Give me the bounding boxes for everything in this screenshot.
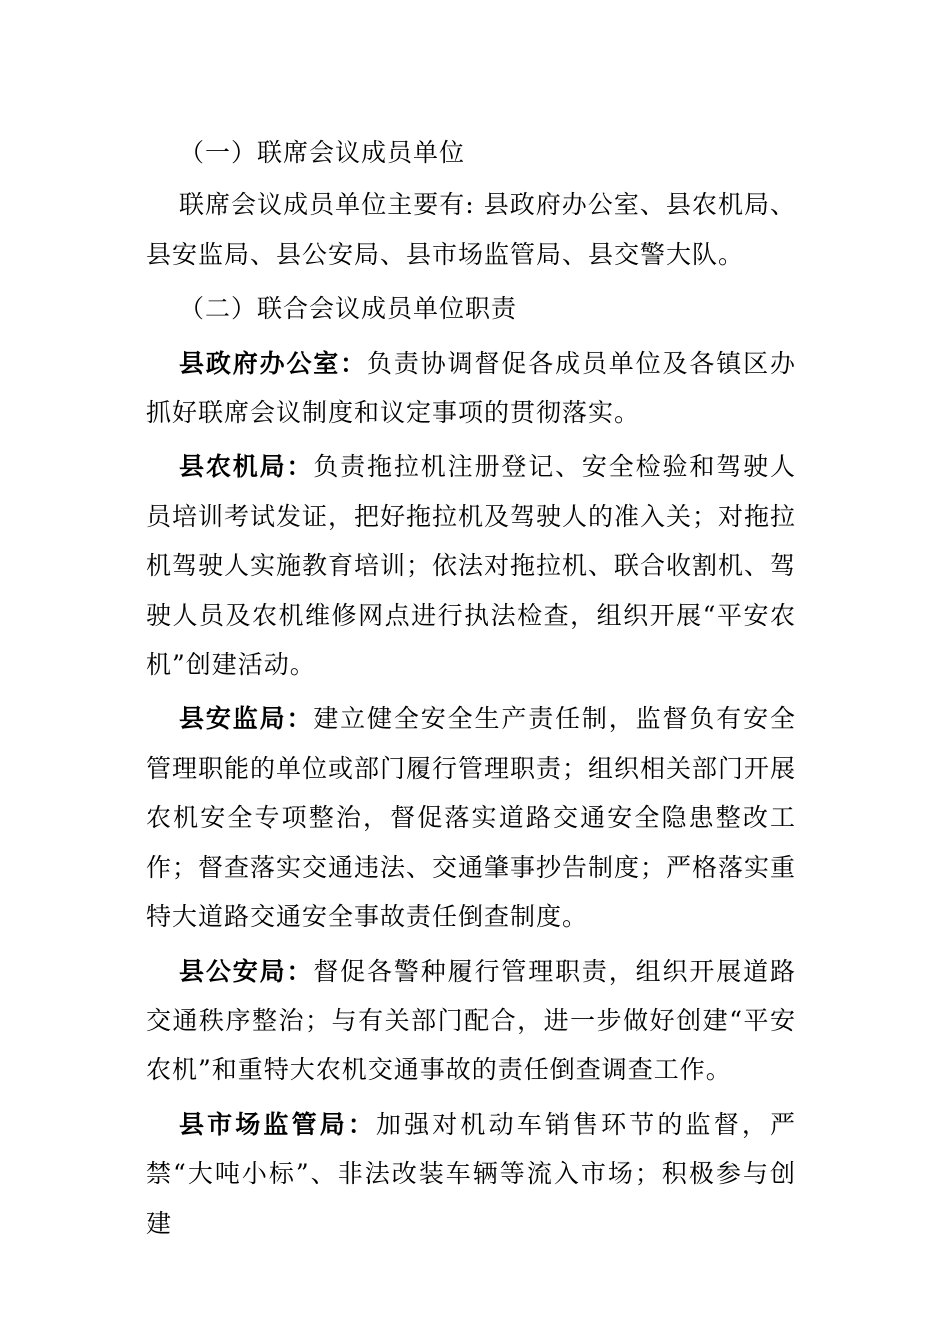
duty-text: 负责协调督促各成员单位及各镇区办抓好联席会议制度和议定事项的贯彻落实。 (146, 348, 796, 428)
document-body (146, 128, 796, 1248)
section-heading-members: （一）联席会议成员单位 (179, 138, 466, 167)
section-heading-duties: （二）联合会议成员单位职责 (179, 294, 518, 324)
members-paragraph: 联席会议成员单位主要有: 县政府办公室、县农机局、县安监局、县公安局、县市场监管局、县交警大队。 (146, 190, 796, 269)
duty-text: 加强对机动车销售环节的监督，严禁“大吨小标”、非法改装车辆等流入市场；积极参与创建 (146, 1109, 796, 1238)
duty-unit-name: 县公安局： (179, 956, 314, 986)
duty-paragraph-agrimachinery (146, 442, 796, 689)
duty-paragraph-govoffice (146, 339, 796, 438)
duty-text: 督促各警种履行管理职责，组织开展道路交通秩序整治；与有关部门配合，进一步做好创建“平安农机”和重特大农机交通事故的责任倒查调查工作。 (146, 956, 796, 1085)
duty-text: 负责拖拉机注册登记、安全检验和驾驶人员培训考试发证，把好拖拉机及驾驶人的准入关；对拖拉机驾驶人实施教育培训；依法对拖拉机、联合收割机、驾驶人员及农机维修网点进行执法检查，组织开展“平安农机”创建活动。 (146, 452, 797, 680)
duty-unit-name: 县农机局： (179, 452, 314, 482)
duty-paragraph-safety (146, 694, 796, 941)
duty-paragraph-publicsecurity (146, 947, 796, 1095)
duty-unit-name: 县市场监管局： (179, 1109, 376, 1139)
duty-unit-name: 县安监局： (179, 704, 314, 734)
duty-text: 建立健全安全生产责任制，监督负有安全管理职能的单位或部门履行管理职责；组织相关部门开展农机安全专项整治，督促落实道路交通安全隐患整改工作；督查落实交通违法、交通肇事抄告制度；严格落实重特大道路交通安全事故责任倒查制度。 (146, 704, 797, 932)
duty-unit-name: 县政府办公室： (179, 348, 368, 378)
duty-paragraph-market (146, 1100, 796, 1248)
